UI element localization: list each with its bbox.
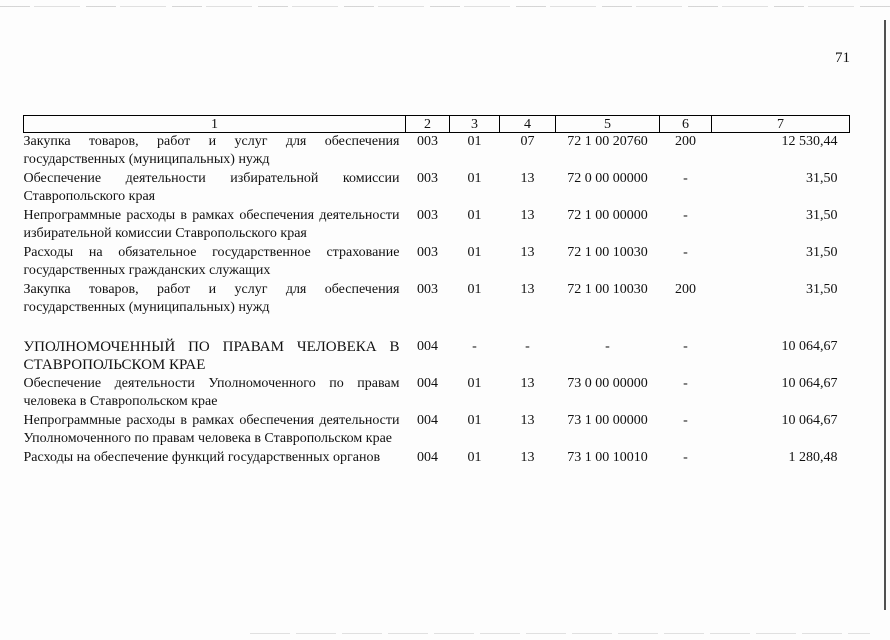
row-amount: 10 064,67: [781, 376, 838, 391]
row-subsection-code: 13: [520, 171, 535, 186]
row-expense-type: -: [683, 413, 688, 428]
row-expense-type: -: [683, 245, 688, 260]
row-target-code: 72 0 00 00000: [567, 171, 648, 186]
row-ministry-code: 003: [417, 134, 438, 149]
row-ministry-code: 003: [417, 282, 438, 297]
table-row: [24, 412, 850, 449]
scan-top-edge: [0, 6, 890, 7]
row-target-code: 73 1 00 00000: [567, 413, 648, 428]
row-expense-type: -: [683, 171, 688, 186]
row-section-code: 01: [467, 413, 482, 428]
row-name: Расходы на обязательное государственное страхование государственных гражданских служащих: [23, 245, 400, 278]
table-row: [24, 281, 850, 318]
row-amount: 31,50: [806, 282, 838, 297]
row-section-code: 01: [467, 134, 482, 149]
row-ministry-code: 004: [417, 413, 438, 428]
scan-bottom-edge: [250, 633, 870, 634]
row-subsection-code: 13: [520, 413, 535, 428]
row-expense-type: -: [683, 450, 688, 465]
row-target-code: -: [605, 339, 610, 354]
scan-right-edge: [884, 20, 886, 610]
row-ministry-code: 003: [417, 245, 438, 260]
row-target-code: 72 1 00 00000: [567, 208, 648, 223]
table-row: [24, 170, 850, 207]
row-subsection-code: 13: [520, 282, 535, 297]
row-subsection-code: 13: [520, 208, 535, 223]
row-expense-type: -: [683, 208, 688, 223]
table-row-section: [24, 318, 850, 375]
table-row: [24, 375, 850, 412]
row-subsection-code: 13: [520, 450, 535, 465]
row-name: Обеспечение деятельности Уполномоченного по правам человека в Ставропольском крае: [23, 376, 400, 409]
row-name: УПОЛНОМОЧЕННЫЙ ПО ПРАВАМ ЧЕЛОВЕКА В СТАВРОПОЛЬСКОМ КРАЕ: [23, 339, 400, 373]
row-target-code: 72 1 00 10030: [567, 245, 648, 260]
row-ministry-code: 004: [417, 376, 438, 391]
column-header: 6: [660, 116, 712, 133]
row-section-code: 01: [467, 376, 482, 391]
row-ministry-code: 004: [417, 450, 438, 465]
table-row: [24, 449, 850, 468]
column-header: 7: [712, 116, 850, 133]
page-number: 71: [835, 50, 850, 66]
table-row: [24, 133, 850, 171]
table-row: [24, 244, 850, 281]
column-header: 3: [450, 116, 500, 133]
row-name: Закупка товаров, работ и услуг для обеспечения государственных (муниципальных) нужд: [23, 282, 400, 315]
row-section-code: 01: [467, 450, 482, 465]
row-ministry-code: 003: [417, 171, 438, 186]
row-name: Непрограммные расходы в рамках обеспечения деятельности избирательной комиссии Ставропольского края: [23, 208, 400, 241]
row-target-code: 72 1 00 10030: [567, 282, 648, 297]
row-amount: 31,50: [806, 245, 838, 260]
row-name: Закупка товаров, работ и услуг для обеспечения государственных (муниципальных) нужд: [23, 134, 400, 167]
column-header: 2: [406, 116, 450, 133]
budget-table: [23, 115, 850, 468]
row-expense-type: 200: [675, 134, 696, 149]
row-target-code: 73 1 00 10010: [567, 450, 648, 465]
row-target-code: 72 1 00 20760: [567, 134, 648, 149]
row-expense-type: 200: [675, 282, 696, 297]
row-amount: 31,50: [806, 208, 838, 223]
column-header: 1: [24, 116, 406, 133]
column-header: 4: [500, 116, 556, 133]
table-header-row: [24, 116, 850, 133]
row-amount: 31,50: [806, 171, 838, 186]
row-section-code: -: [472, 339, 477, 354]
row-expense-type: -: [683, 376, 688, 391]
row-amount: 1 280,48: [788, 450, 838, 465]
row-name: Обеспечение деятельности избирательной комиссии Ставропольского края: [23, 171, 400, 204]
row-name: Непрограммные расходы в рамках обеспечения деятельности Уполномоченного по правам человека в Ставропольском крае: [23, 413, 400, 446]
column-header: 5: [556, 116, 660, 133]
row-section-code: 01: [467, 245, 482, 260]
row-section-code: 01: [467, 208, 482, 223]
row-subsection-code: 13: [520, 376, 535, 391]
row-subsection-code: 07: [520, 134, 535, 149]
row-ministry-code: 004: [417, 339, 438, 354]
row-name: Расходы на обеспечение функций государственных органов: [23, 450, 381, 465]
row-expense-type: -: [683, 339, 688, 354]
row-ministry-code: 003: [417, 208, 438, 223]
row-section-code: 01: [467, 171, 482, 186]
row-amount: 10 064,67: [781, 413, 838, 428]
row-section-code: 01: [467, 282, 482, 297]
row-subsection-code: 13: [520, 245, 535, 260]
table-row: [24, 207, 850, 244]
row-amount: 12 530,44: [781, 134, 838, 149]
row-amount: 10 064,67: [781, 339, 838, 354]
row-target-code: 73 0 00 00000: [567, 376, 648, 391]
row-subsection-code: -: [525, 339, 530, 354]
